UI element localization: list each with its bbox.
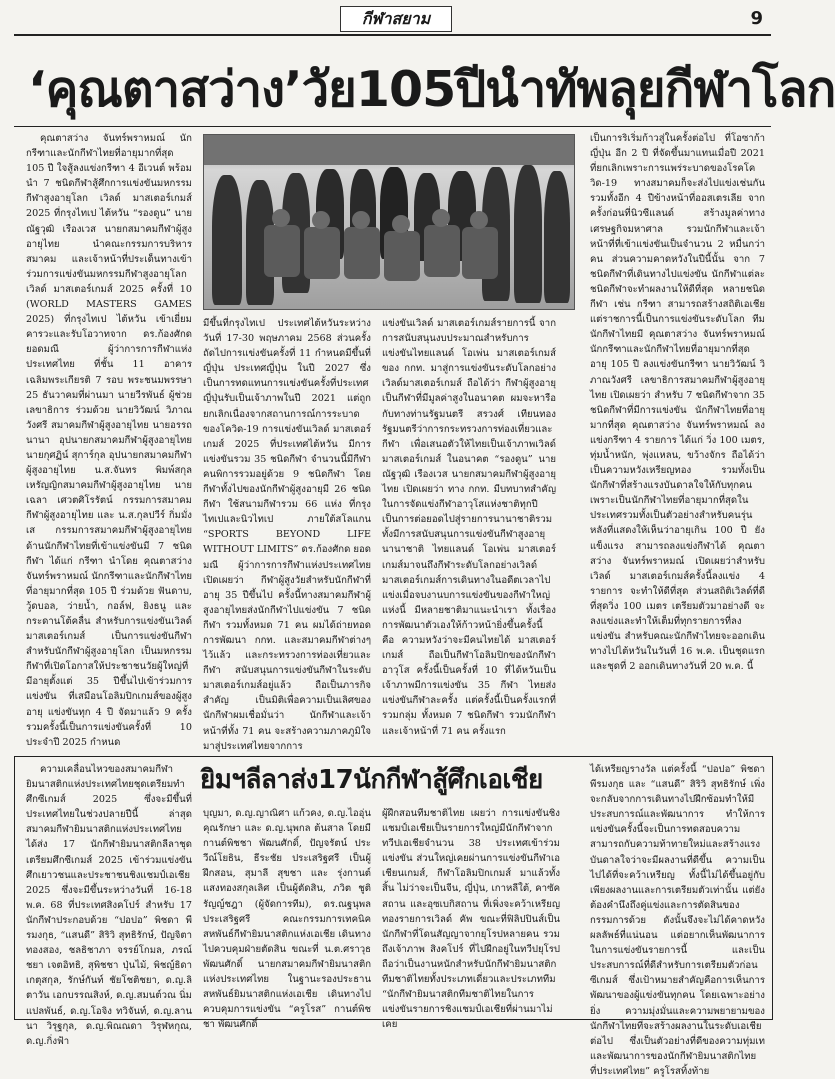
photo-person — [212, 175, 242, 305]
headline: ‘คุณตาสว่าง’วัย105ปีนำทัพลุยกีฬาโลก — [28, 61, 835, 118]
photo — [203, 134, 575, 310]
photo-person — [544, 171, 570, 303]
photo-front-row-vest — [462, 227, 498, 279]
article1-col1 — [26, 131, 192, 747]
photo-front-row-head — [392, 215, 410, 233]
photo-front-row-head — [432, 209, 450, 227]
photo-front-row-head — [312, 211, 330, 229]
article2-headline: ยิมฯลีลาส่ง17นักกีฬาสู้ศึกเอเชีย — [200, 765, 543, 795]
article2-col3-text: ผู้ฝึกสอนทีมชาติไทย เผยว่า การแข่งขันชิงแชมป์เอเชียเป็นรายการใหญ่มีนักกีฬาจากทวีปเอเชียจำนวน 38 ประเทศเข้าร่วมแข่งขัน ส่วนใหญ่เคยผ่านการแข่งขันกีฬาเอเชียนเกมส์, กีฬาโอลิมปิกเกมส์ มาแล้วทั้งสิ้น ไม่ว่าจะเป็นจีน, ญี่ปุ่น, เกาหลีใต้, คาซัคสถาน และอุซเบกิสถาน ที่เพิ่งจะคว้าเหรียญทองรายการเวิลด์ คัพ ขณะที่ฟิลิปปินส์เป็นนักกีฬาที่โดนสัญญาจากยุโรปหลายคน รวมถึงเจ้าภาพ สิงคโปร์ ที่ไปฝึกอยู่ในทวีปยุโรป ถือว่าเป็นงานหนักสำหรับนักกีฬายิมนาสติกทีมชาติไทยทั้งประเภทเดี่ยวและประเภททีม “นักกีฬายิมนาสติกทีมชาติไทยในการแข่งขันรายการชิงแชมป์เอเชียที่ผ่านมาไม่เคย — [382, 808, 560, 1031]
photo-front-row-vest — [304, 227, 340, 279]
article1-col4 — [590, 131, 765, 747]
article1-col3-text: แข่งขันเวิลด์ มาสเตอร์เกมส์รายการนี้ จากการสนับสนุนงบประมาณสำหรับการแข่งขันไทยแลนด์ โอเพ่น มาสเตอร์เกมส์ ของ กกท. มาสู่การแข่งขันระดับโลกอย่างเวิลด์มาสเตอร์เกมส์ ถือได้ว่า กีฬาผู้สูงอายุเป็นกีฬาที่มีมูลค่าสูงในอนาคต ผมจะหารือกับทางท่านรัฐมนตรี สรวงศ์ เทียนทอง รัฐมนตรีว่าการกระทรวงการท่องเที่ยวและกีฬา เพื่อเสนอตัวให้ไทยเป็นเจ้าภาพเวิลด์ มาสเตอร์เกมส์ ในอนาคต “รองดูน” นายณัฐวุฒิ เรืองเวส นายกสมาคมกีฬาผู้สูงอายุไทย เปิดเผยว่า ทาง กกท. มีบทบาทสำคัญในการจัดแข่งกีฬาอาวุโสแห่งชาติทุกปี เป็นการต่อยอดไปสู่รายการนานาชาติรวมทั้งมีการสนับสนุนการแข่งขันกีฬาสูงอายุนานาชาติ ไทยแลนด์ โอเพ่น มาสเตอร์เกมส์มาจนถึงกีฬาระดับโลกอย่างเวิลด์ มาสเตอร์เกมส์การเดินทางในอดีตเวลาไปแข่งเมื่อจบงานบการแข่งขันของกีฬาใหญ่แห่งนี้ มีหลายชาติมาแนะนำเรา ทั้งเรื่องการพัฒนาตัวเองให้ก้าวหน้ายิ่งขึ้นครั้งนี้ คือ ความหวังว่าจะมีคนไทยได้ มาสเตอร์เกมส์ ถือเป็นกีฬาโอลิมปิกของนักกีฬาอาวุโส ครั้งนี้เป็นครั้งที่ 10 ที่ได้หวันเป็นเจ้าภาพมีการแข่งขัน 35 กีฬา ไทยส่งแข่งขันกีฬาละครั้ง แต่ครั้งนี้เป็นครั้งแรกที่รวมกลุ่ม ทั้งหมด 7 ชนิดกีฬา รวมนักกีฬาและเจ้าหน้าที่ 71 คน ครั้งแรก — [382, 318, 556, 737]
photo-front-row-vest — [264, 225, 300, 277]
article2-col4-text: ได้เหรียญรางวัล แต่ครั้งนี้ “ปอปอ” พิชดา พีรมงกุธ และ “แสนดี” สิริวิ สุทธิรักษ์ เพิ่งจะกลับจากการเดินทางไปฝึกซ้อมทำให้มีประสบการณ์และพัฒนาการ ทำให้การแข่งขันครั้งนี้จะเป็นการทดสอบความสามารถกับความท้าทายใหม่และสร้างแรงบันดาลใจว่าจะมีผลงานที่ดีขึ้น ความเป็นไปได้ที่จะคว้าเหรียญ ทั้งนี้ไม่ได้ขึ้นอยู่กับเพียงผลงานและการเตรียมตัวเท่านั้น แต่ยังต้องคำนึงถึงคู่แข่งและการตัดสินของกรรมการด้วย ดังนั้นจึงจะไม่ได้คาดหวังผลลัพธ์ที่แน่นอน แต่อยากเห็นพัฒนาการในการแข่งขันรายการนี้ และเป็นประสบการณ์ที่ดีสำหรับการเตรียมตัวก่อนซีเกมส์ ซึ่งเป้าหมายสำคัญคือการเห็นการพัฒนาของผู้แข่งขันทุกคน โดยเฉพาะอย่างยิ่ง ความมุ่งมั่นและความพยายามของนักกีฬาไทยที่จะสร้างผลงานในระดับเอเชียต่อไป ซึ่งเป็นตัวอย่างที่ดีของความทุ่มเทและพัฒนาการของนักกีฬายิมนาสติกไทย ที่ประเทศไทย” ครูโรสทิ้งท้าย — [590, 764, 765, 1077]
masthead: กีฬาสยาม — [340, 6, 452, 32]
photo-front-row-vest — [424, 225, 460, 277]
photo-front-row-vest — [344, 227, 380, 279]
article2-col4 — [590, 762, 765, 1077]
article2-col1-text: ความเคลื่อนไหวของสมาคมกีฬายิมนาสติกแห่งประเทศไทยชุดเตรียมทำศึกซีเกมส์ 2025 ซึ่งจะมีขึ้นที่ประเทศไทยในช่วงปลายปีนี้ ล่าสุดสมาคมกีฬายิมนาสติกแห่งประเทศไทยได้ส่ง 17 นักกีฬายิมนาสติกลีลาชุดเตรียมศึกซีเกมส์ 2025 เข้าร่วมแข่งขันศึกเยาวชนและประชาชนชิงแชมป์เอเชีย 2025 ซึ่งจะมีขึ้นระหว่างวันที่ 16-18 พ.ค. 68 ที่ประเทศสิงคโปร์ สำหรับ 17 นักกีฬาประกอบด้วย “ปอปอ” พิชดา พีรมงกุธ, “แสนดี” สิริวิ สุทธิรักษ์, ปัญจิตา ทองสอง, ชลธิชาภา จรรย์โกมล, ภรณ์ชยา เจตอิทธิ, สุพิชชา ปุ่นไม้, พิชญ์ธิดา เกตุสกุล, รักษ์กันท์ ชัยโชติชยา, ด.ญ.ลิตาวัน เอกบรรณสิงห์, ด.ญ.สมนต์วณ นิ่มแปลพันธ์, ด.ญ.โอจิง ทวิจันท์, ด.ญ.ลานนา วิรุฐกุล, ด.ญ.พิณณดา วิรุฬหกุณ, ด.ญ.กิ่งฟ้า — [26, 764, 192, 1047]
photo-front-row-head — [352, 211, 370, 229]
article1-col2-text: มีขึ้นที่กรุงไทเป ประเทศไต้หวันระหว่างวันที่ 17-30 พฤษภาคม 2568 ส่วนครั้งถัดไปการแข่งขันครั้งที่ 11 กำหนดมีขึ้นที่ญี่ปุ่น ประเทศญี่ปุ่น ในปี 2027 ซึ่งเป็นการทดแทนการแข่งขันครั้งที่ประเทศญี่ปุ่นรับเป็นเจ้าภาพในปี 2021 แต่ถูกยกเลิกเนื่องจากสถานการณ์การระบาดของโควิด-19 การแข่งขันเวิลด์ มาสเตอร์เกมส์ 2025 ที่ประเทศไต้หวัน มีการแข่งขันรวม 35 ชนิดกีฬา จำนวนนี้มีกีฬาคนพิการรวมอยู่ด้วย 9 ชนิดกีฬา โดยกีฬาทั้งไปของนักกีฬาผู้สูงอายุมี 26 ชนิดกีฬา ใช้สนามกีฬารวม 66 แห่ง ที่กรุงไทเปและนิวไทเป ภายใต้สโลแกน “SPORTS BEYOND LIFE WITHOUT LIMITS” ดร.ก้องศักด ยอดมณี ผู้ว่าการการกีฬาแห่งประเทศไทย เปิดเผยว่า กีฬาผู้สูงวัยสำหรับนักกีฬาที่อายุ 35 ปีขึ้นไป ครั้งนี้ทางสมาคมกีฬาผู้สูงอายุไทยส่งนักกีฬาไปแข่งขัน 7 ชนิดกีฬา รวมทั้งหมด 71 คน ผมได้ถ่ายทอดการพัฒนา กกท. และสมาคมกีฬาต่างๆ ไว้แล้ว และกระทรวงการท่องเที่ยวและกีฬา สนับสนุนการแข่งขันกีฬาในระดับมาสเตอร์เกมส์อยู่แล้ว ถือเป็นภารกิจสำคัญ เป็นมิติเพื่อความเป็นเลิศของนักกีฬาผมเชื่อมั่นว่า นักกีฬาและเจ้าหน้าที่ทั้ง 71 คน จะสร้างความภาคภูมิใจมาสู่ประเทศไทยจากการ — [203, 318, 371, 752]
photo-front-row-vest — [384, 231, 420, 281]
article2-col2 — [203, 806, 371, 1031]
article1-col1-text: คุณตาสว่าง จันทร์พราหมณ์ นักกรีฑาและนักกีฬาไทยที่อายุมากที่สุด 105 ปี ใจสู้ลงแข่งกรีฑา 4 อีเวนต์ พร้อมนำ 7 ชนิดกีฬาสู้ศึกการแข่งขันมหกรรมกีฬาสูงอายุโลก เวิลด์ มาสเตอร์เกมส์ 2025 ที่กรุงไทเป ไต้หวัน “รองดูน” นายณัฐวุฒิ เรืองเวส นายกสมาคมกีฬาผู้สูงอายุไทย นำคณะกรรมการบริหารสมาคม และเจ้าหน้าที่ประเด็นทางเข้าร่วมการแข่งขันมหกรรมกีฬาสูงอายุโลก เวิลด์ มาสเตอร์เกมส์ 2025 ครั้งที่ 10 (WORLD MASTERS GAMES 2025) ที่กรุงไทเป ไต้หวัน เข้าเยี่ยมคารวะและรับโอวาทจาก ดร.ก้องศักด ยอดมณี ผู้ว่าการการกีฬาแห่งประเทศไทย ที่ชั้น 11 อาคารเฉลิมพระเกียรติ 7 รอบ พระชนมพรรษา 25 ธันวาคมที่ผ่านมา นายวีรพันธ์ ผู้ช่วยเลขาธิการ ร่วมด้วย นายวิวัฒน์ วิภาณวังศรี สมาคมกีฬาผู้สูงอายุไทย นายอรรถ นานา อุปนายกสมาคมกีฬาผู้สูงอายุไทย นายกุศฏิน์ สุการ์กุล อุปนายกสมาคมกีฬาผู้สูงอายุไทย น.ส.จันทร พิมพ์สกุล เหรัญญิกสมาคมกีฬาผู้สูงอายุไทย นายเฉลา เศวตศิโรรัตน์ กรรมการสมาคมกีฬาผู้สูงอายุไทย และ น.ส.กุลปวีร์ กิ่มมั่งเส กรรมการสมาคมกีฬาผู้สูงอายุไทย ด้านนักกีฬาไทยที่เข้าแข่งขันมี 7 ชนิดกีฬา ได้แก่ กรีฑา นำโดย คุณตาสว่าง จันทร์พราหมณ์ นักกรีฑาและนักกีฬาไทยที่อายุมากที่สุด 105 ปี ร่วมด้วย ฟันดาบ, วู้ดบอล, ว่ายน้ำ, กอล์ฟ, ยิงธนู และกระดานโต้คลื่น สำหรับการแข่งขันเวิลด์ มาสเตอร์เกมส์ เป็นการแข่งขันกีฬาสำหรับนักกีฬาผู้สูงอายุโลก เป็นมหกรรมกีฬาที่เปิดโอกาสให้ประชาชนวัยผู้ใหญ่ที่มีอายุตั้งแต่ 35 ปีขึ้นไปเข้าร่วมการแข่งขัน ที่เสมือนโอลิมปิกเกมส์ของผู้สูงอายุ แข่งขันทุก 4 ปี จัดมาแล้ว 9 ครั้ง รวมครั้งนี้เป็นการแข่งขันครั้งที่ 10 ประจำปี 2025 กำหนด — [26, 133, 192, 748]
photo-person — [514, 165, 542, 303]
photo-backdrop-banner — [204, 135, 574, 165]
article1-col3 — [382, 316, 556, 747]
article2-col3 — [382, 806, 560, 1031]
article1-col2 — [203, 316, 371, 752]
top-rule — [14, 34, 771, 36]
article2-col1 — [26, 762, 192, 1047]
photo-front-row-head — [470, 211, 488, 229]
article1-col4-text: เป็นการริเริ่มก้าวสู่ในครั้งต่อไป ที่โอซาก้า ญี่ปุ่น อีก 2 ปี ที่จัดขึ้นมาแทนเมื่อปี 2021 ที่ยกเลิกเพราะการแพร่ระบาดของโรคโควิด-19 ทางสมาคมก็จะส่งไปแข่งเช่นกัน รวมทั้งอีก 4 ปีข้างหน้าที่ออสเตรเลีย จากครั้งก่อนที่นิวซีแลนด์ สร้างมูลค่าทางเศรษฐกิจมหาศาล รวมนักกีฬาและเจ้าหน้าที่ที่เข้าแข่งขันเป็นจำนวน 2 หมื่นกว่าคน ส่วนความคาดหวังในปีนี้นั้น จาก 7 ชนิดกีฬาที่เดินทางไปแข่งขัน นักกีฬาแต่ละชนิดกีฬาจะทำผลงานให้ดีที่สุด หลายชนิดกีฬา เช่น กรีฑา สามารถสร้างสถิติเอเชีย แต่ราชการนี้เป็นการแข่งขันระดับโลก ทีมนักกีฬาไทยมี คุณตาสว่าง จันทร์พราหมณ์ นักกรีฑาและนักกีฬาไทยที่อายุมากที่สุด อายุ 105 ปี ลงแข่งขันกรีฑา นายวิวัฒน์ วิภาณวังศรี เลขาธิการสมาคมกีฬาผู้สูงอายุไทย เปิดเผยว่า สำหรับ 7 ชนิดกีฬาจาก 35 ชนิดกีฬาที่มีการแข่งขัน นักกีฬาไทยที่อายุมากที่สุด คุณตาสว่าง จันทร์พราหมณ์ ลงแข่งกรีฑา 4 รายการ ได้แก่ วิ่ง 100 เมตร, ทุ่มน้ำหนัก, พุ่งแหลน, ขว้างจักร ถือได้ว่า เป็นความหวังเหรียญทอง รวมทั้งเป็นนักกีฬาที่สร้างแรงบันดาลใจให้กับทุกคนเพราะเป็นนักกีฬาไทยที่อายุมากที่สุดในประเทศรวมทั้งเป็นตัวอย่างสำหรับคนรุ่นหลังที่แสดงให้เห็นว่าอายุเกิน 100 ปี ยังแข็งแรง สามารถลงแข่งกีฬาได้ คุณตาสว่าง จันทร์พราหมณ์ เปิดเผยว่าสำหรับเวิลด์ มาสเตอร์เกมส์ครั้งนี้ลงแข่ง 4 รายการ จะทำให้ดีที่สุด ส่วนสถิติเวิลด์ที่ดีที่สุดวิ่ง 100 เมตร เตรียมตัวมาอย่างดี จะลงแข่งและทำให้เต็มที่ทุกรายการที่ลงแข่งขัน สำหรับคณะนักกีฬาไทยจะออกเดินทางไปไต้หวันในวันที่ 16 พ.ค. เป็นชุดแรก และชุดที่ 2 ออกเดินทางวันที่ 20 พ.ค. นี้ — [590, 133, 765, 673]
photo-front-row-head — [272, 209, 290, 227]
article2-col2-text: บุญมา, ด.ญ.ญาณิศา แก้วคง, ด.ญ.ไออุ่น คุณรักษา และ ด.ญ.นุพกล ต้นสาล โดยมี กานต์พิชชา พัฒนศักดิ์, ปัญจรัตน์ ประวีณ์โยธิน, ธีระชัย ประเสริฐศรี เป็นผู้ฝึกสอน, สุมาลี สุขชา และ รุ่งกานต์ แสงทองสกุลเลิศ เป็นผู้ตัดสิน, ภวิต ชูติรัญญ์ชฎา (ผู้จัดการทีม), ดร.ณฐนุพล ประเสริฐศรี คณะกรรมการเทคนิค สหพันธ์กีฬายิมนาสติกแห่งเอเชีย เดินทางไปควบคุมฝ่ายตัดสิน ขณะที่ น.ต.ศราวุธ พัฒนศักดิ์ นายกสมาคมกีฬายิมนาสติกแห่งประเทศไทย ในฐานะรองประธานสหพันธ์ยิมนาสติกแห่งเอเชีย เดินทางไปควบคุมการแข่งขัน “ครูโรส” กานต์พิชชา พัฒนศักดิ์ — [203, 808, 371, 1031]
page-number: 9 — [750, 8, 763, 29]
